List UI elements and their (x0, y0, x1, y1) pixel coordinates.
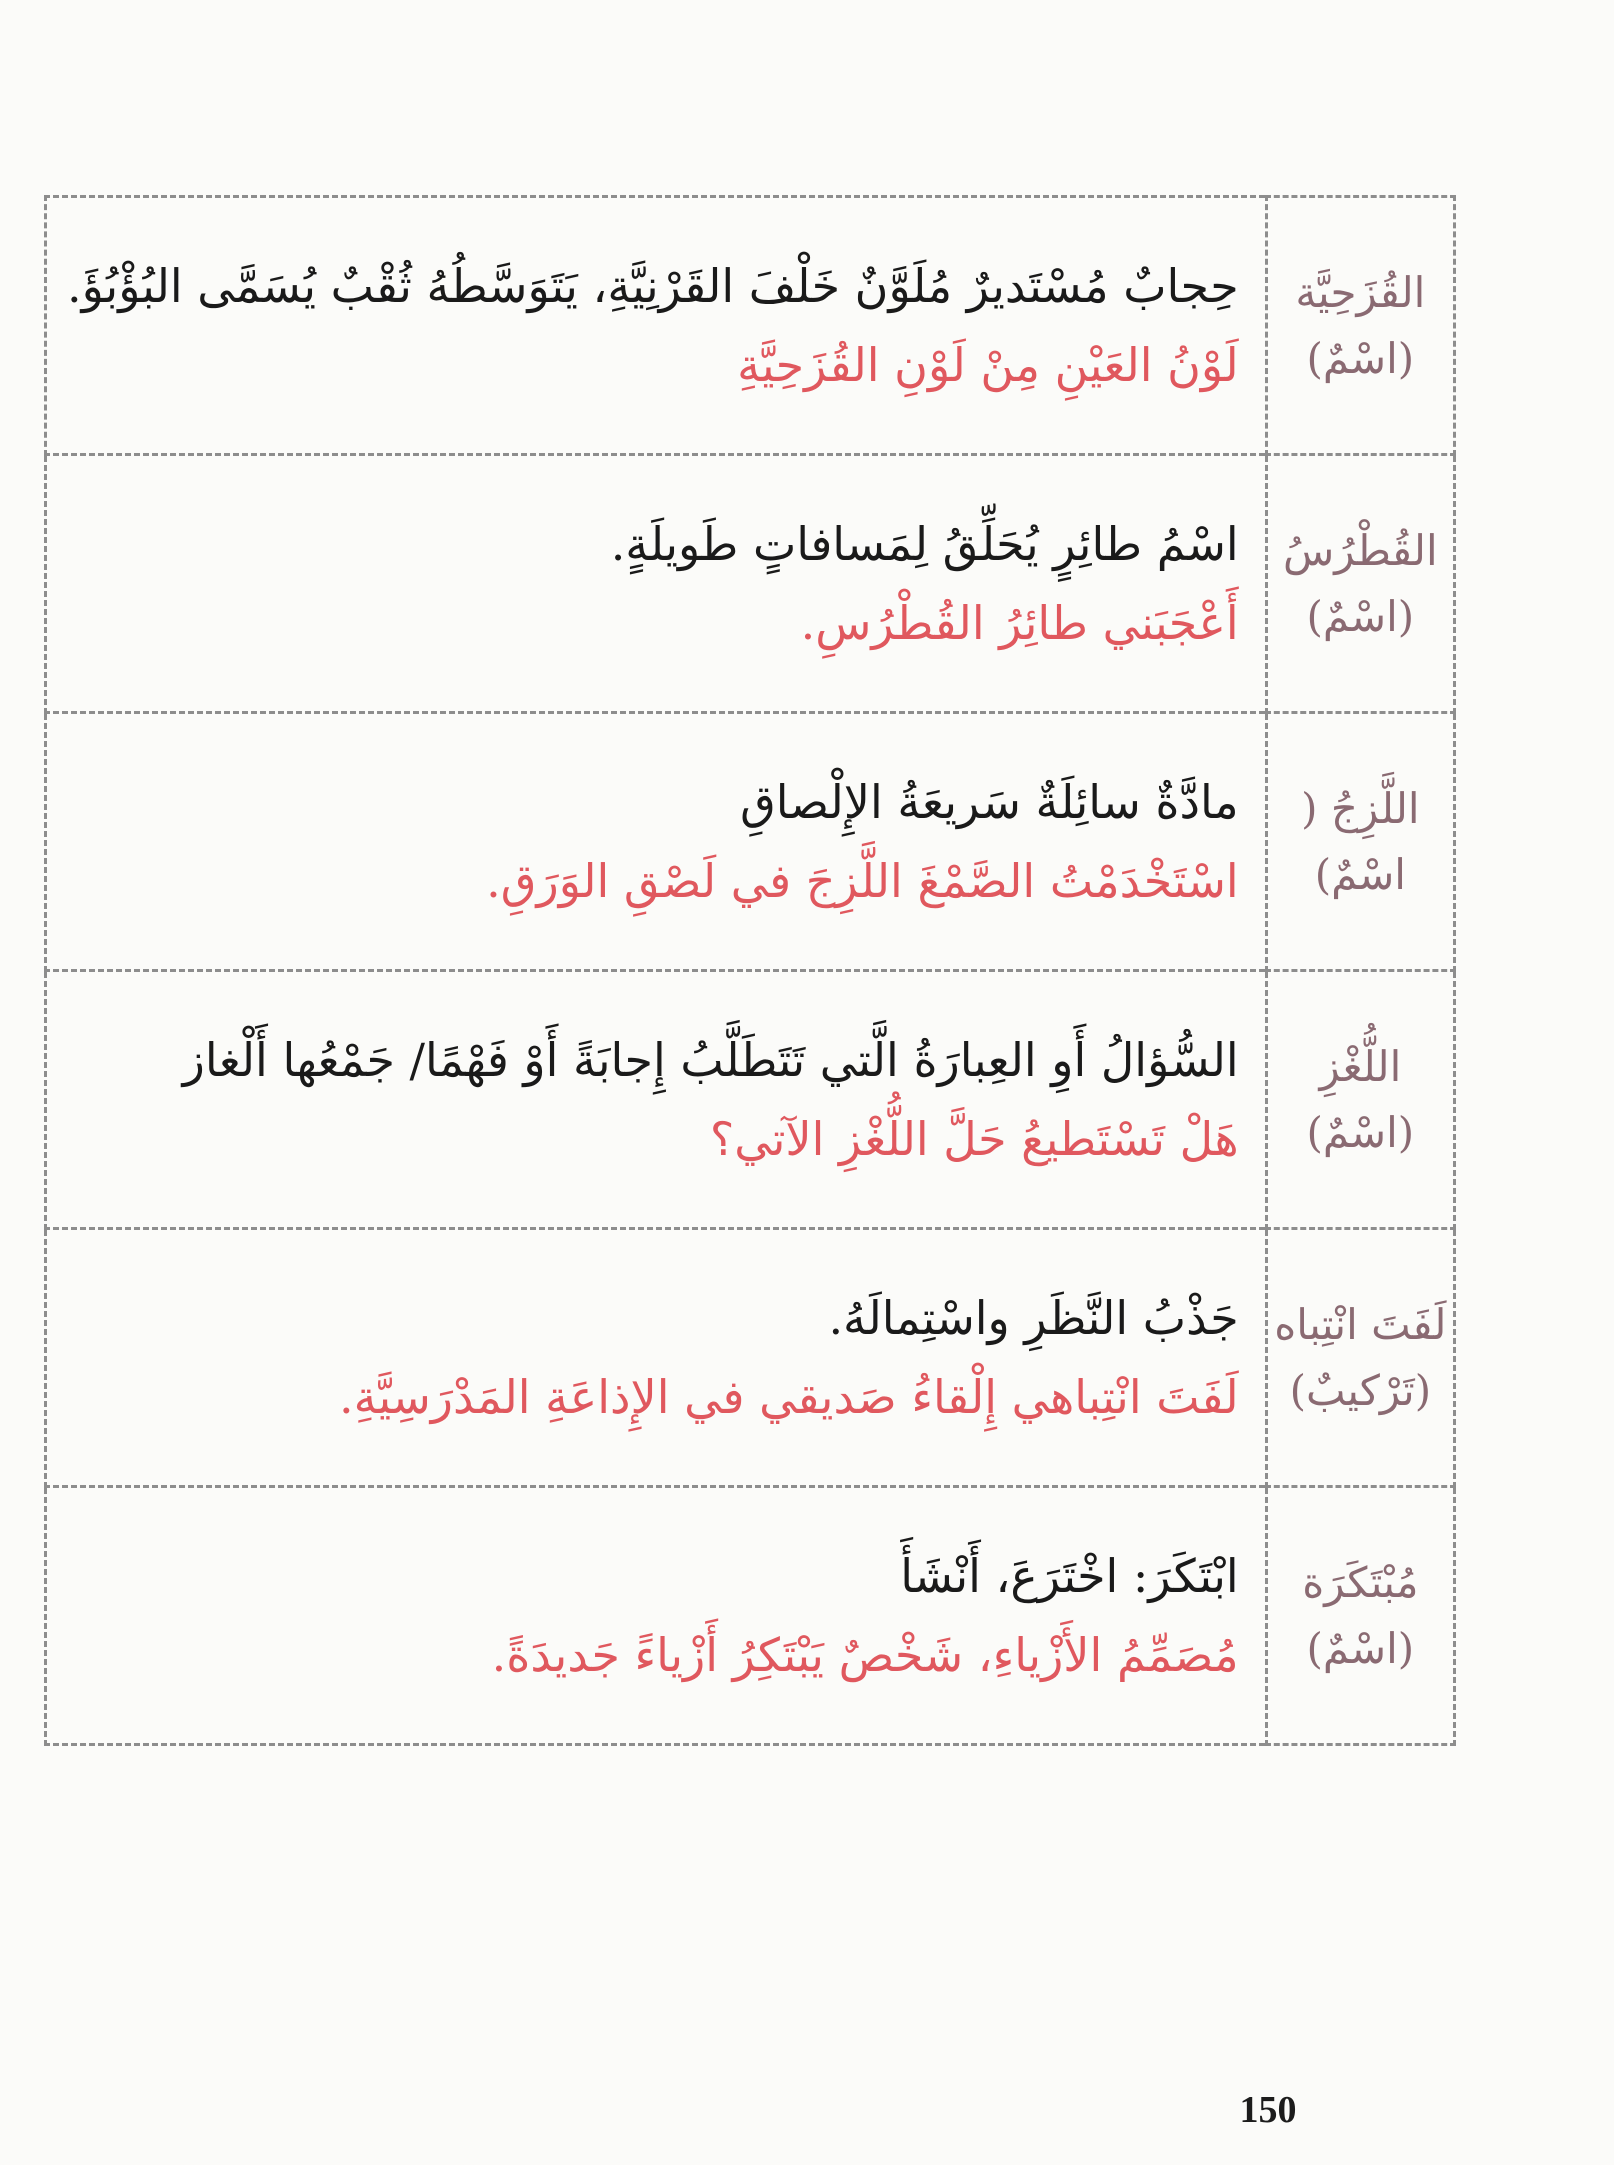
term-cell (1266, 455, 1454, 713)
meaning-cell (46, 197, 1267, 455)
vocabulary-table (44, 195, 1456, 1746)
term-cell (1266, 1229, 1454, 1487)
term-text: مُبْتَكَرَة (اسْمٌ) (1302, 1558, 1419, 1673)
term-text: القُطْرُسُ (اسْمٌ) (1283, 526, 1438, 641)
definition-text: اسْمُ طائِرٍ يُحَلِّقُ لِمَسافاتٍ طَويلَةٍ. (610, 517, 1239, 572)
term-cell (1266, 197, 1454, 455)
term-text: لَفَتَ انْتِباه (1274, 1300, 1447, 1350)
page-number: 150 (1239, 2089, 1297, 2131)
term-type-text: (تَرْكيبٌ) (1289, 1365, 1432, 1415)
table-row (46, 1487, 1455, 1745)
term-cell (1266, 1487, 1454, 1745)
table-row (46, 971, 1455, 1229)
meaning-cell (46, 971, 1267, 1229)
definition-text: السُّؤالُ أَوِ العِبارَةُ الَّتي تَتَطَلَّبُ إِجابَةً أَوْ فَهْمًا/ جَمْعُها أَلْغاز (182, 1033, 1239, 1088)
meaning-cell (46, 1229, 1267, 1487)
definition-text: ابْتَكَرَ: اخْتَرَعَ، أَنْشَأَ (900, 1549, 1239, 1604)
example-sentence: لَفَتَ انْتِباهي إِلْقاءُ صَديقي في الإِذاعَةِ المَدْرَسِيَّةِ. (339, 1369, 1239, 1424)
term-cell (1266, 971, 1454, 1229)
example-sentence: اسْتَخْدَمْتُ الصَّمْغَ اللَّزِجَ في لَصْقِ الوَرَقِ. (486, 853, 1239, 908)
term-text: اللُّغْزِ (اسْمٌ) (1306, 1042, 1415, 1157)
table-row (46, 197, 1455, 455)
definition-text: مادَّةٌ سائِلَةٌ سَريعَةُ الإِلْصاقِ (740, 775, 1239, 830)
example-sentence: مُصَمِّمُ الأَزْياءِ، شَخْصٌ يَبْتَكِرُ أَزْياءً جَديدَةً. (491, 1627, 1239, 1682)
term-text: اللَّزِجُ ( اسْمٌ) (1301, 784, 1420, 899)
definition-text: جَذْبُ النَّظَرِ واسْتِمالَهُ. (828, 1291, 1239, 1346)
definition-text: حِجابٌ مُسْتَديرٌ مُلَوَّنٌ خَلْفَ القَرْنِيَّةِ، يَتَوَسَّطُهُ ثُقْبٌ يُسَمَّى البُؤْبُؤَ. (67, 259, 1239, 314)
table-row (46, 1229, 1455, 1487)
meaning-cell (46, 713, 1267, 971)
term-cell (1266, 713, 1454, 971)
meaning-cell (46, 455, 1267, 713)
example-sentence: أَعْجَبَني طائِرُ القُطْرُسِ. (800, 595, 1239, 650)
example-sentence: لَوْنُ العَيْنِ مِنْ لَوْنِ القُزَحِيَّةِ (737, 337, 1239, 392)
table-row (46, 455, 1455, 713)
example-sentence: هَلْ تَسْتَطيعُ حَلَّ اللُّغْزِ الآتي؟ (709, 1111, 1239, 1166)
meaning-cell (46, 1487, 1267, 1745)
term-text: القُزَحِيَّة (اسْمٌ) (1295, 268, 1426, 383)
table-row (46, 713, 1455, 971)
